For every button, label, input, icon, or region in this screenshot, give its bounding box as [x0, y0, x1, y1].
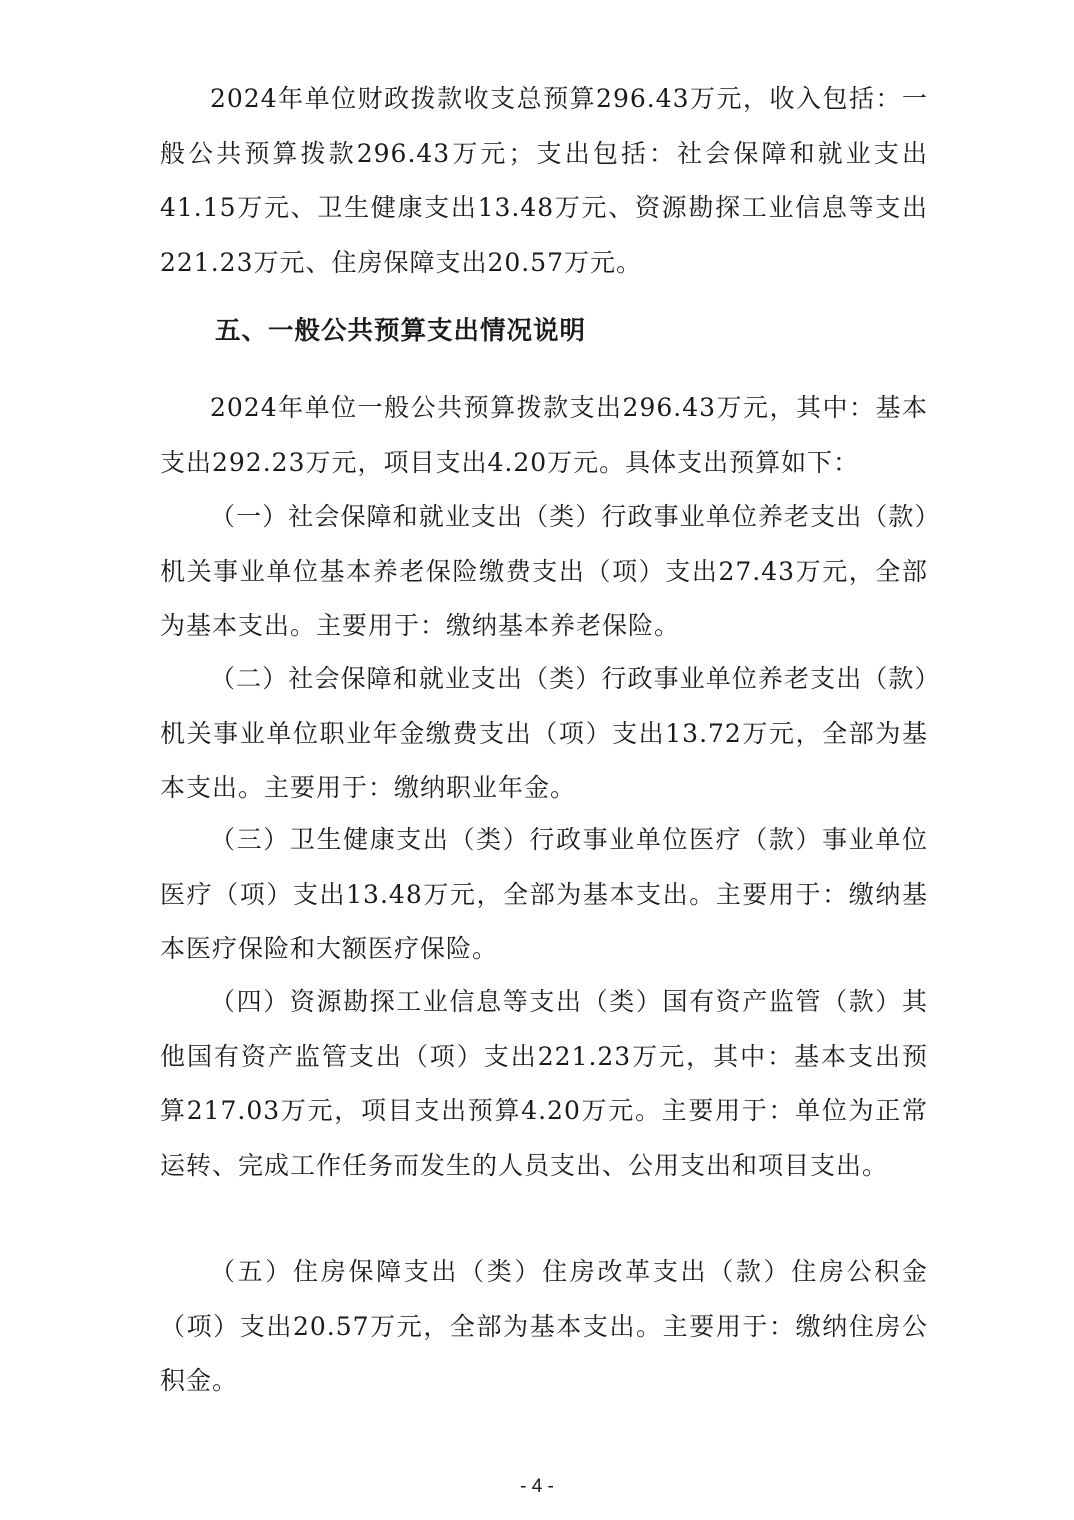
paragraph-item-5: （五）住房保障支出（类）住房改革支出（款）住房公积金（项）支出20.57万元，全部为基本支出。主要用于：缴纳住房公积金。 — [160, 1257, 928, 1395]
paragraph-item-4: （四）资源勘探工业信息等支出（类）国有资产监管（款）其他国有资产监管支出（项）支出221.23万元，其中：基本支出预算217.03万元，项目支出预算4.20万元。主要用于：单位为正常运转、完成工作任务而发生的人员支出、公用支出和项目支出。 — [160, 987, 928, 1180]
section-heading: 五、一般公共预算支出情况说明 — [215, 316, 587, 346]
paragraph-item-3: （三）卫生健康支出（类）行政事业单位医疗（款）事业单位医疗（项）支出13.48万元，全部为基本支出。主要用于：缴纳基本医疗保险和大额医疗保险。 — [160, 825, 928, 963]
paragraph-item-1: （一）社会保障和就业支出（类）行政事业单位养老支出（款）机关事业单位基本养老保险缴费支出（项）支出27.43万元，全部为基本支出。主要用于：缴纳基本养老保险。 — [160, 502, 928, 640]
page-number: - 4 - — [520, 1476, 554, 1497]
paragraph-budget-summary: 2024年单位财政拨款收支总预算296.43万元，收入包括：一般公共预算拨款296.43万元；支出包括：社会保障和就业支出41.15万元、卫生健康支出13.48万元、资源勘探工业信息等支出221.23万元、住房保障支出20.57万元。 — [160, 84, 928, 277]
paragraph-expenditure-overview: 2024年单位一般公共预算拨款支出296.43万元，其中：基本支出292.23万元，项目支出4.20万元。具体支出预算如下： — [160, 393, 928, 477]
paragraph-item-2: （二）社会保障和就业支出（类）行政事业单位养老支出（款）机关事业单位职业年金缴费支出（项）支出13.72万元，全部为基本支出。主要用于：缴纳职业年金。 — [160, 664, 928, 802]
